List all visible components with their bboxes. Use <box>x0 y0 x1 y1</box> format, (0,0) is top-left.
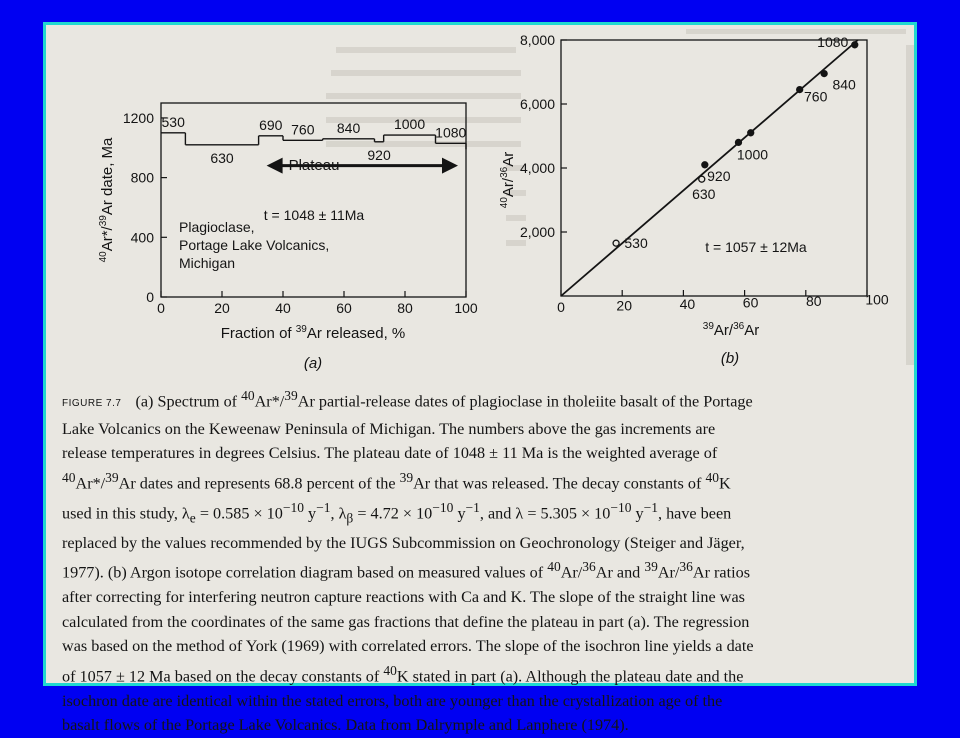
temperature-label: 840 <box>336 119 361 136</box>
sample-line-2: Portage Lake Volcanics, <box>179 237 330 253</box>
a-x-tick-label: 100 <box>454 300 478 316</box>
temperature-label: 630 <box>210 149 234 166</box>
bleed-through-text <box>326 29 914 365</box>
panel-a-x-axis-label <box>221 324 406 342</box>
temperature-label: 1080 <box>435 124 467 141</box>
panel-b-y-ticks <box>520 32 567 240</box>
yb-base1: Ar/ <box>500 177 517 198</box>
point-label: 1080 <box>817 33 849 50</box>
cap-text: = 4.72 × 10 <box>353 504 433 523</box>
cap-sup: −1 <box>465 499 480 515</box>
cap-text: Ar/ <box>657 563 680 582</box>
cap-text: K <box>718 474 731 493</box>
xb-sup2: 36 <box>733 321 745 332</box>
b-x-tick-label: 80 <box>806 293 822 309</box>
cap-text: Ar that was released. The decay constants of <box>413 474 706 493</box>
caption-line-13: basalt flows of the Portage Lake Volcanics. Data from Dalrymple and Lanphere (1974). <box>62 716 629 735</box>
caption-line-8: after correcting for interfering neutron capture reactions with Ca and K. The slope of the straight line was <box>62 588 745 607</box>
cap-text: y <box>453 504 466 523</box>
cap-text: , and λ = 5.305 × 10 <box>479 504 611 523</box>
b-y-tick-label: 6,000 <box>519 96 555 112</box>
data-point-filled <box>735 139 741 145</box>
b-x-tick-label: 0 <box>557 299 565 315</box>
ya-base1: Ar*/ <box>99 226 116 252</box>
cap-text: 1977). (b) Argon isotope correlation diagram based on measured values of <box>62 563 548 582</box>
point-label: 920 <box>707 167 731 184</box>
data-point-open <box>699 176 705 182</box>
cap-text: y <box>631 504 644 523</box>
cap-text: = 0.585 × 10 <box>195 504 283 523</box>
cap-sup: −10 <box>282 499 304 515</box>
a-y-tick-label: 0 <box>146 289 154 305</box>
cap-text: , have been <box>657 504 732 523</box>
cap-sup: −10 <box>432 499 454 515</box>
b-x-tick-label: 100 <box>865 291 889 308</box>
figure-caption <box>62 384 908 738</box>
a-x-tick-label: 0 <box>157 300 165 316</box>
plateau-arrow-head-right <box>442 158 458 174</box>
panel-a-label: (a) <box>303 355 323 372</box>
cap-text: Ar partial-release dates of plagioclase in tholeiite basalt of the Portage <box>297 392 753 411</box>
cap-sub: β <box>346 510 354 526</box>
cap-text: K stated in part (a). Although the plateau date and the <box>396 667 744 686</box>
cap-text: y <box>303 504 317 523</box>
b-x-tick-label: 60 <box>742 294 759 311</box>
point-label: 840 <box>832 76 856 93</box>
cap-text: used in this study, λ <box>62 504 190 523</box>
yb-sup1: 40 <box>499 197 510 209</box>
panel-b-age-text: t = 1057 ± 12Ma <box>705 239 807 255</box>
xa-pre: Fraction of <box>220 325 296 342</box>
a-x-tick-label: 60 <box>336 300 352 316</box>
xb-sup1: 39 <box>702 321 714 332</box>
a-x-tick-label: 40 <box>275 300 291 316</box>
caption-line-11 <box>62 659 908 689</box>
b-y-tick-label: 2,000 <box>519 224 555 240</box>
cap-sub: e <box>189 510 196 526</box>
temperature-label: 1000 <box>393 116 426 133</box>
panel-b-isochron-plot <box>499 32 889 367</box>
caption-line-10: was based on the method of York (1969) with correlated errors. The slope of the isochron line yields a date <box>62 637 754 656</box>
a-x-tick-label: 20 <box>214 300 230 316</box>
data-point-filled <box>748 130 754 136</box>
cap-text: Ar/ <box>560 563 583 582</box>
a-y-tick-label: 1200 <box>122 109 154 126</box>
panel-b-y-axis-label <box>499 152 517 208</box>
data-point-open <box>613 240 619 246</box>
cap-sup: 40 <box>547 559 561 575</box>
ya-sup1: 40 <box>98 251 109 263</box>
panel-b-x-ticks <box>557 290 889 315</box>
yb-sup2: 36 <box>499 166 510 178</box>
caption-line-3: release temperatures in degrees Celsius. The plateau date of 1048 ± 11 Ma is the weighted average of <box>62 444 718 463</box>
point-label: 760 <box>804 88 828 105</box>
b-y-tick-label: 8,000 <box>519 32 555 48</box>
cap-text: Ar and <box>595 563 645 582</box>
caption-line-6: replaced by the values recommended by the IUGS Subcommission on Geochronology (Steiger and Jäger, <box>62 533 745 552</box>
b-x-tick-label: 40 <box>679 296 696 312</box>
cap-sup: 36 <box>679 559 693 575</box>
caption-line-1 <box>62 384 908 417</box>
plateau-label: Plateau <box>288 157 340 174</box>
cap-sup: −10 <box>610 499 632 515</box>
cap-text: Ar*/ <box>254 392 285 411</box>
plateau-arrow-head-left <box>267 158 283 174</box>
ya-sup2: 39 <box>98 215 109 227</box>
panel-b-points <box>613 42 858 246</box>
cap-sup: 39 <box>644 559 658 575</box>
caption-line-9: calculated from the coordinates of the same gas fractions that define the plateau in part (a). The regression <box>62 612 750 631</box>
xb-base1: Ar/ <box>713 322 734 339</box>
caption-line-7 <box>62 555 908 585</box>
b-y-tick-label: 4,000 <box>519 160 555 176</box>
point-label: 1000 <box>736 146 769 163</box>
point-label: 630 <box>692 186 716 203</box>
xa-post: Ar released, % <box>306 325 406 342</box>
caption-line-2: Lake Volcanics on the Keweenaw Peninsula of Michigan. The numbers above the gas increments are <box>62 419 716 438</box>
cap-text: (a) Spectrum of <box>135 392 242 411</box>
cap-text: Ar ratios <box>692 563 750 582</box>
panel-a-x-ticks <box>157 291 478 316</box>
cap-sup: 39 <box>105 469 119 485</box>
cap-text: of 1057 ± 12 Ma based on the decay constants of <box>62 667 384 686</box>
cap-text: , λ <box>330 504 347 523</box>
b-x-tick-label: 20 <box>616 297 632 314</box>
sample-line-3: Michigan <box>179 255 236 271</box>
temperature-label: 690 <box>259 116 283 133</box>
cap-sup: 39 <box>399 469 414 485</box>
cap-sup: 40 <box>62 469 76 485</box>
cap-text: Ar dates and represents 68.8 percent of the <box>118 474 400 493</box>
cap-sup: −1 <box>316 499 331 515</box>
panel-a-age-text: t = 1048 ± 11Ma <box>263 207 365 223</box>
cap-sup: 39 <box>284 388 298 403</box>
cap-text: Ar*/ <box>75 474 106 493</box>
panel-a-y-axis-label <box>98 137 116 262</box>
caption-line-12: isochron date are identical within the stated errors, both are younger than the crystallization age of the <box>62 691 723 710</box>
a-x-tick-label: 80 <box>397 300 413 316</box>
temperature-label: 760 <box>291 121 315 138</box>
xb-base2: Ar <box>744 322 760 339</box>
cap-sup: 40 <box>241 388 255 403</box>
sample-line-1: Plagioclase, <box>179 219 255 235</box>
yb-base2: Ar <box>500 151 517 167</box>
a-y-tick-label: 800 <box>130 169 154 186</box>
temperature-label: 530 <box>161 113 185 130</box>
panel-b-label: (b) <box>720 350 740 367</box>
ya-base2: Ar date, Ma <box>99 137 116 216</box>
caption-line-5 <box>62 496 908 531</box>
temperature-label: 920 <box>367 146 391 163</box>
cap-sup: 36 <box>582 559 596 575</box>
point-label: 530 <box>624 235 648 252</box>
caption-line-4 <box>62 466 908 496</box>
book-page <box>46 25 914 735</box>
figure-7-7 <box>46 25 914 385</box>
data-point-filled <box>821 71 827 77</box>
a-y-tick-label: 400 <box>130 229 154 246</box>
figure-number: FIGURE 7.7 <box>62 398 122 410</box>
data-point-filled <box>852 42 858 48</box>
xa-sup: 39 <box>295 324 307 335</box>
cap-sup: 40 <box>705 469 719 485</box>
data-point-filled <box>797 87 803 93</box>
cap-sup: −1 <box>643 499 658 515</box>
cap-sup: 40 <box>383 662 397 678</box>
panel-b-x-axis-label <box>703 321 759 339</box>
